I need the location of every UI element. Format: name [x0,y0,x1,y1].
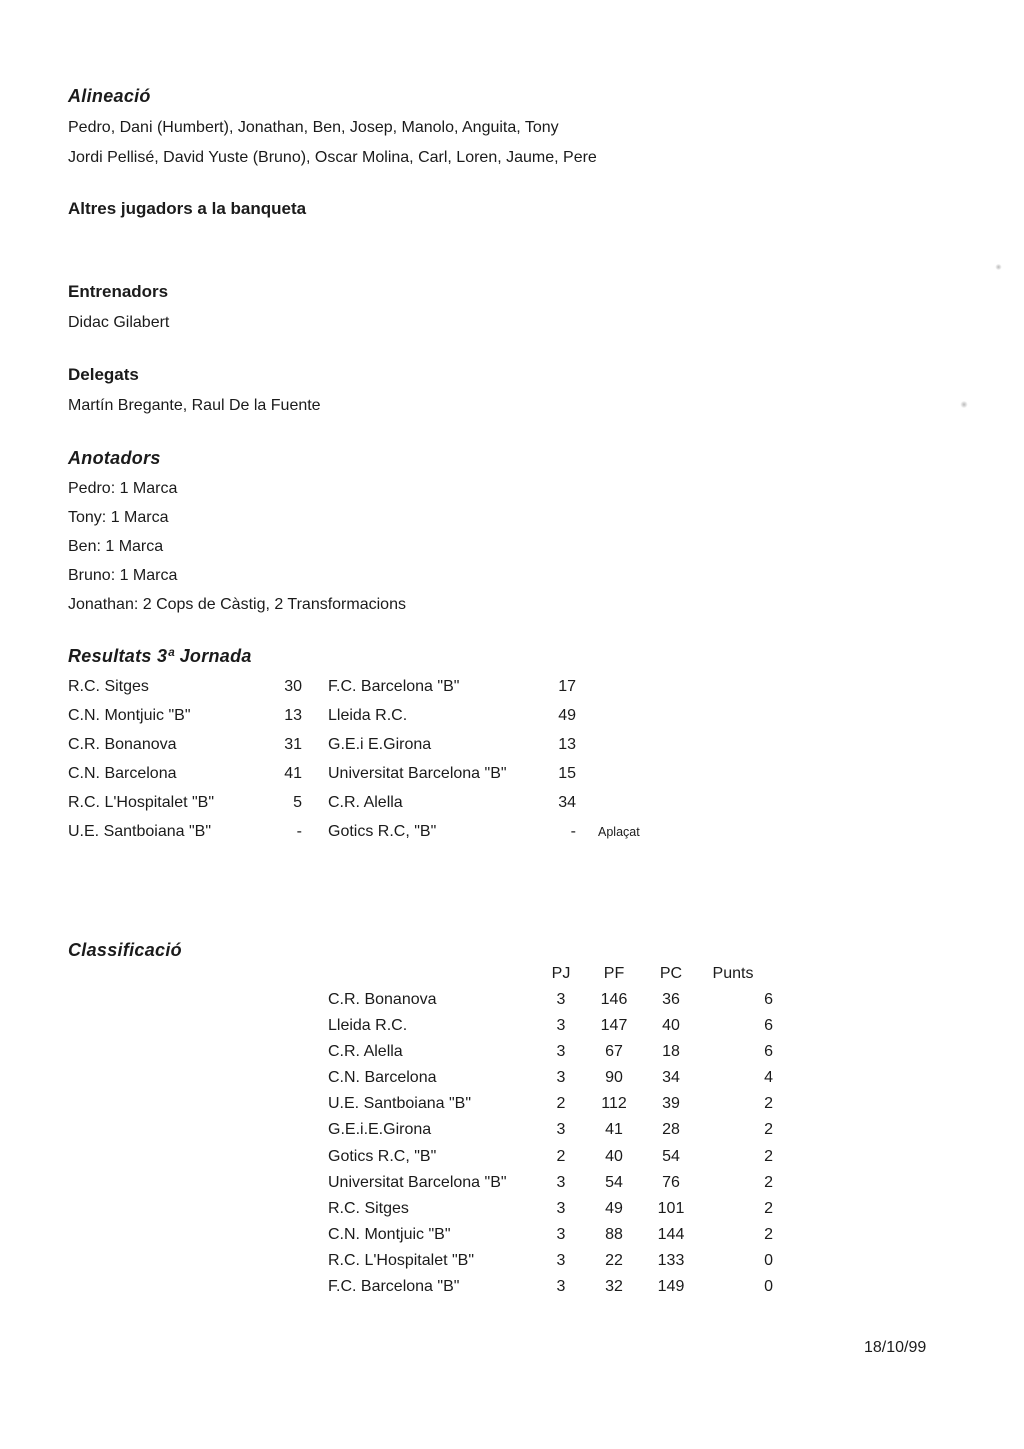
pf-value: 146 [600,991,628,1008]
team-name: C.N. Montjuic "B" [328,1226,451,1243]
classification-row [328,1252,773,1270]
home-team: R.C. L'Hospitalet "B" [68,794,215,811]
classification-row [328,1226,773,1244]
pc-value: 18 [662,1043,680,1060]
section-heading-entrenadors: Entrenadors [68,282,169,301]
pf-value: 40 [605,1148,623,1165]
section-heading-resultats: Resultats 3ª Jornada [68,646,252,666]
section-heading-delegats: Delegats [68,365,139,384]
away-score: 13 [558,736,576,753]
away-score: 49 [558,707,576,724]
punts-value: 0 [764,1252,773,1269]
pj-value: 3 [556,1252,566,1269]
home-score: 30 [284,678,302,695]
anotadors-line-1: Pedro: 1 Marca [68,480,178,497]
pj-value: 3 [556,1043,566,1060]
pc-value: 28 [662,1121,680,1138]
pf-value: 41 [605,1121,623,1138]
section-heading-banqueta: Altres jugadors a la banqueta [68,199,307,218]
anotadors-line-4: Bruno: 1 Marca [68,567,178,584]
anotadors-line-3: Ben: 1 Marca [68,538,164,555]
classification-row [328,1200,773,1218]
team-name: Gotics R.C, "B" [328,1148,437,1165]
pj-value: 3 [556,991,566,1008]
pf-value: 22 [605,1252,623,1269]
away-team: C.R. Alella [328,794,403,811]
pj-value: 2 [556,1095,566,1112]
classification-row [328,1278,773,1296]
pc-value: 40 [662,1017,680,1034]
punts-value: 2 [764,1121,773,1138]
team-name: R.C. Sitges [328,1200,409,1217]
alineacio-players-line-1: Pedro, Dani (Humbert), Jonathan, Ben, Josep, Manolo, Anguita, Tony [68,119,559,136]
pf-value: 67 [605,1043,623,1060]
pj-value: 3 [556,1200,566,1217]
team-name: G.E.i.E.Girona [328,1121,432,1138]
home-team: R.C. Sitges [68,678,149,695]
result-row [68,707,598,725]
section-heading-classificacio: Classificació [68,940,182,960]
away-team: Lleida R.C. [328,707,408,724]
pj-value: 3 [556,1226,566,1243]
pj-value: 3 [556,1069,566,1086]
classification-header-row [328,965,773,983]
col-header-pf: PF [603,965,625,982]
team-name: C.N. Barcelona [328,1069,437,1086]
section-heading-anotadors: Anotadors [68,448,161,468]
pf-value: 49 [605,1200,623,1217]
home-score: 31 [284,736,302,753]
punts-value: 2 [764,1095,773,1112]
home-team: C.N. Montjuic "B" [68,707,191,724]
classification-row [328,991,773,1009]
pj-value: 3 [556,1017,566,1034]
result-row [68,794,598,812]
classification-row [328,1121,773,1139]
punts-value: 0 [764,1278,773,1295]
pc-value: 133 [657,1252,685,1269]
pc-value: 144 [657,1226,685,1243]
pc-value: 76 [662,1174,680,1191]
delegats-names: Martín Bregante, Raul De la Fuente [68,397,321,414]
home-team: U.E. Santboiana "B" [68,823,211,840]
classification-row [328,1148,773,1166]
result-row [68,823,640,841]
match-note: Aplaçat [598,825,640,839]
pc-value: 36 [662,991,680,1008]
away-score: 15 [558,765,576,782]
away-team: Gotics R.C, "B" [328,823,437,840]
pf-value: 88 [605,1226,623,1243]
col-header-punts: Punts [712,965,754,982]
away-team: G.E.i E.Girona [328,736,432,753]
team-name: F.C. Barcelona "B" [328,1278,460,1295]
pc-value: 149 [657,1278,685,1295]
away-score: - [570,823,576,840]
pf-value: 90 [605,1069,623,1086]
pc-value: 54 [662,1148,680,1165]
pf-value: 32 [605,1278,623,1295]
pc-value: 39 [662,1095,680,1112]
home-score: 5 [293,794,302,811]
col-header-pc: PC [659,965,683,982]
anotadors-line-2: Tony: 1 Marca [68,509,169,526]
pj-value: 3 [556,1121,566,1138]
col-header-pj: PJ [551,965,571,982]
home-team: C.N. Barcelona [68,765,177,782]
section-heading-alineacio: Alineació [68,86,151,106]
punts-value: 2 [764,1200,773,1217]
punts-value: 2 [764,1226,773,1243]
team-name: R.C. L'Hospitalet "B" [328,1252,475,1269]
classification-row [328,1069,773,1087]
scan-artifact [960,401,968,408]
classification-row [328,1043,773,1061]
pj-value: 2 [556,1148,566,1165]
pf-value: 54 [605,1174,623,1191]
result-row [68,765,598,783]
pf-value: 147 [600,1017,628,1034]
pf-value: 112 [601,1095,627,1112]
result-row [68,678,598,696]
away-score: 17 [558,678,576,695]
away-score: 34 [558,794,576,811]
punts-value: 4 [764,1069,773,1086]
punts-value: 2 [764,1148,773,1165]
team-name: C.R. Alella [328,1043,403,1060]
home-score: 41 [284,765,302,782]
away-team: F.C. Barcelona "B" [328,678,460,695]
pc-value: 101 [657,1200,685,1217]
result-row [68,736,598,754]
punts-value: 2 [764,1174,773,1191]
classification-row [328,1017,773,1035]
anotadors-line-5: Jonathan: 2 Cops de Càstig, 2 Transformacions [68,596,406,613]
team-name: Lleida R.C. [328,1017,408,1034]
scan-artifact [995,264,1002,270]
pc-value: 34 [662,1069,680,1086]
team-name: Universitat Barcelona "B" [328,1174,507,1191]
date-stamp: 18/10/99 [864,1339,927,1356]
team-name: U.E. Santboiana "B" [328,1095,471,1112]
pj-value: 3 [556,1174,566,1191]
team-name: C.R. Bonanova [328,991,437,1008]
punts-value: 6 [764,991,773,1008]
home-score: 13 [284,707,302,724]
punts-value: 6 [764,1043,773,1060]
entrenadors-names: Didac Gilabert [68,314,170,331]
home-score: - [296,823,302,840]
alineacio-players-line-2: Jordi Pellisé, David Yuste (Bruno), Oscar Molina, Carl, Loren, Jaume, Pere [68,149,597,166]
classification-row [328,1174,773,1192]
classification-row [328,1095,773,1113]
home-team: C.R. Bonanova [68,736,177,753]
punts-value: 6 [764,1017,773,1034]
away-team: Universitat Barcelona "B" [328,765,507,782]
pj-value: 3 [556,1278,566,1295]
